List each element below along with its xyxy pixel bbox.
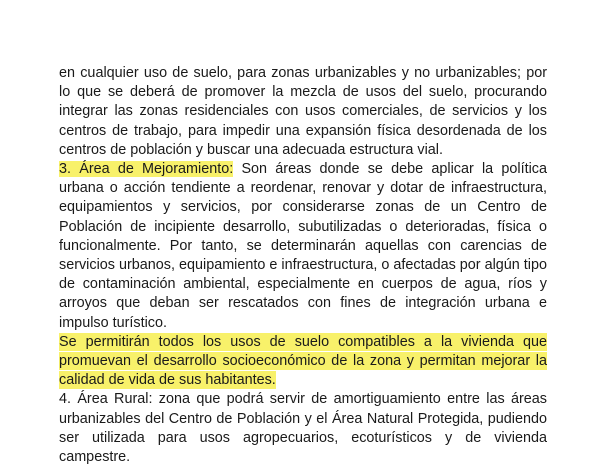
section-3-paragraph <box>59 160 547 333</box>
section-4-paragraph <box>59 390 547 467</box>
section-4-body: zona que podrá servir de amortiguamiento entre las áreas urbanizables del Centro de Población y el Área Natural Protegida, pudiendo ser utilizada para usos agropecuarios, ecoturísticos y de vivienda campestre. <box>59 391 547 466</box>
section-4-heading: 4. Área Rural: <box>59 391 153 408</box>
highlighted-note-text: Se permitirán todos los usos de suelo compatibles a la vivienda que promuevan el desarrollo socioeconómico de la zona y permitan mejorar la calidad de vida de sus habitantes. <box>59 333 547 389</box>
intro-paragraph <box>59 64 547 160</box>
section-3-highlighted-note <box>59 333 547 391</box>
document-body <box>59 64 547 467</box>
intro-paragraph-text: en cualquier uso de suelo, para zonas urbanizables y no urbanizables; por lo que se deberá de promover la mezcla de usos del suelo, procurando integrar las zonas residenciales con usos comerciales, de servicios y los centros de trabajo, para impedir una expansión física desordenada de los centros de población y buscar una adecuada estructura vial. <box>59 65 547 158</box>
section-3-body: Son áreas donde se debe aplicar la política urbana o acción tendiente a reordenar, renovar y dotar de infraestructura, equipamientos y servicios, por considerarse zonas de un Centro de Población de incipiente desarrollo, subutilizadas o deterioradas, física o funcionalmente. Por tanto, se determinarán aquellas con carencias de servicios urbanos, equipamiento e infraestructura, o afectadas por algún tipo de contaminación ambiental, especialmente en cuerpos de agua, ríos y arroyos que deban ser rescatados con fines de integración urbana e impulso turístico. <box>59 161 547 331</box>
section-3-heading: 3. Área de Mejoramiento: <box>59 161 234 178</box>
